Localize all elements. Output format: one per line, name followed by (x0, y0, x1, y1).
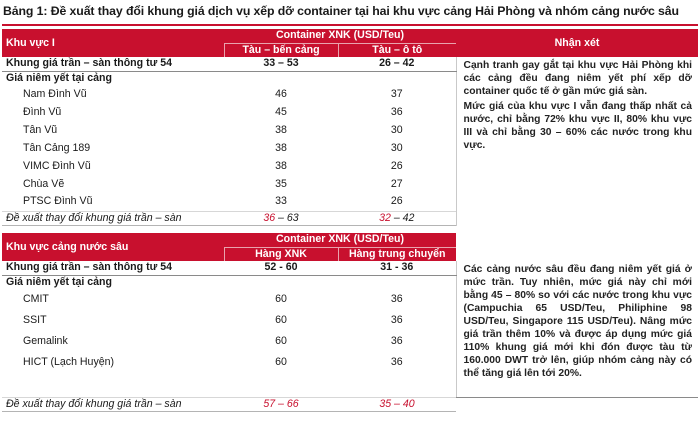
title-rule (2, 24, 698, 26)
port-value: 36 (390, 105, 403, 118)
proposal-ceiling: – 63 (275, 211, 299, 224)
section1-header-row-1 (2, 29, 698, 43)
section2-proposal-row (2, 397, 698, 412)
section2-group-header: Container XNK (USD/Teu) (224, 233, 456, 247)
proposal-ceiling: – 42 (390, 211, 415, 224)
section2-col1-header: Hàng XNK (224, 247, 338, 261)
section1-notes-header: Nhận xét (456, 29, 698, 57)
proposal-notes-blank (456, 397, 698, 412)
port-value: 60 (275, 356, 287, 368)
proposal-value: 35 – 40 (338, 397, 456, 412)
port-value: 36 (390, 293, 403, 305)
proposal-value (338, 211, 456, 226)
port-value: 26 (390, 159, 403, 172)
listed-label: Giá niêm yết tại cảng (6, 275, 112, 288)
port-value: 26 (390, 195, 403, 208)
port-name: HICT (Lạch Huyện) (23, 356, 115, 368)
port-value: 37 (390, 87, 403, 100)
section2-col2-header: Hàng trung chuyển (338, 247, 456, 261)
port-value: 35 (275, 177, 287, 190)
port-name: VIMC Đình Vũ (23, 159, 91, 172)
ceiling-value: 52 - 60 (224, 261, 338, 275)
port-name: Tân Vũ (23, 123, 58, 136)
proposal-floor: 32 (379, 211, 391, 224)
port-name: Gemalink (23, 335, 68, 347)
port-name: Đình Vũ (23, 105, 62, 118)
section1-notes (456, 57, 698, 226)
section2-header-row-1 (2, 233, 698, 247)
port-value: 27 (390, 177, 403, 190)
note-paragraph: Các cảng nước sâu đều đang niêm yết giá ở mức trần. Tuy nhiên, mức giá này chỉ mới bằng 45 – 80% so với các nước trong khu vực (Campuchia 65 USD/Teu, Philiphine 98 USD/Teu, Singapore 115 USD/Teu). Nâng mức giá trần thêm 10% và được áp dụng mức giá 110% khung giá mới khi đón được tàu từ 160.000 DWT trở lên, giúp nhóm cảng này có thể tăng giá lên tới 20%. (463, 264, 693, 379)
section1-region-header: Khu vực I (2, 29, 224, 57)
port-value: 36 (390, 314, 403, 326)
proposal-label: Đề xuất thay đổi khung giá trần – sàn (2, 397, 224, 412)
proposal-value (224, 211, 338, 226)
section2-notes-header-blank (456, 233, 698, 261)
port-name: PTSC Đình Vũ (23, 195, 93, 208)
section2-region-header: Khu vực cảng nước sâu (2, 233, 224, 261)
proposal-value: 57 – 66 (224, 397, 338, 412)
table-title: Bảng 1: Đề xuất thay đổi khung giá dịch vụ xếp dỡ container tại hai khu vực cảng Hải Phòng và nhóm cảng nước sâu (3, 4, 679, 18)
port-name: SSIT (23, 314, 47, 326)
port-value: 36 (390, 356, 403, 368)
port-value: 36 (390, 335, 403, 347)
ceiling-value: 33 – 53 (224, 57, 338, 71)
port-name: Nam Đình Vũ (23, 87, 87, 100)
section2-notes (456, 261, 698, 397)
section1-col1-header: Tàu – bến cảng (224, 43, 338, 57)
section1-table (2, 29, 698, 226)
section1-group-header: Container XNK (USD/Teu) (224, 29, 456, 43)
port-value: 38 (275, 123, 287, 136)
section2-ceiling-row (2, 261, 698, 275)
proposal-floor: 36 (263, 211, 276, 224)
port-value: 33 (275, 195, 287, 208)
proposal-label: Đề xuất thay đổi khung giá trần – sàn (2, 211, 224, 226)
port-value: 38 (275, 159, 287, 172)
port-value: 30 (390, 141, 403, 154)
section1-col2-header: Tàu – ô tô (338, 43, 456, 57)
port-value: 60 (275, 293, 287, 305)
ceiling-label: Khung giá trần – sàn thông tư 54 (2, 261, 224, 275)
ceiling-label: Khung giá trần – sàn thông tư 54 (2, 57, 224, 71)
ceiling-value: 26 – 42 (338, 57, 456, 71)
port-value: 38 (275, 141, 287, 154)
port-value: 60 (275, 335, 287, 347)
port-name: Chùa Vẽ (23, 177, 65, 190)
port-value: 30 (390, 123, 403, 136)
port-value: 46 (275, 87, 287, 100)
listed-label: Giá niêm yết tại cảng (6, 71, 112, 84)
port-name: CMIT (23, 293, 49, 305)
port-value: 60 (275, 314, 287, 326)
port-value: 45 (275, 105, 287, 118)
note-paragraph: Cạnh tranh gay gắt tại khu vực Hải Phòng khi các cảng đều đang niêm yết phí xếp dỡ container quốc tế ở gần mức giá sàn. (463, 60, 693, 97)
ceiling-value: 31 - 36 (338, 261, 456, 275)
section1-ceiling-row (2, 57, 698, 71)
section2-table (2, 233, 698, 412)
port-name: Tân Cảng 189 (23, 141, 91, 154)
note-paragraph: Mức giá của khu vực I vẫn đang thấp nhất cả nước, chỉ bằng 72% khu vực II, 80% khu vực III và chỉ bằng 30 – 60% các nước trong khu vực. (463, 101, 693, 151)
